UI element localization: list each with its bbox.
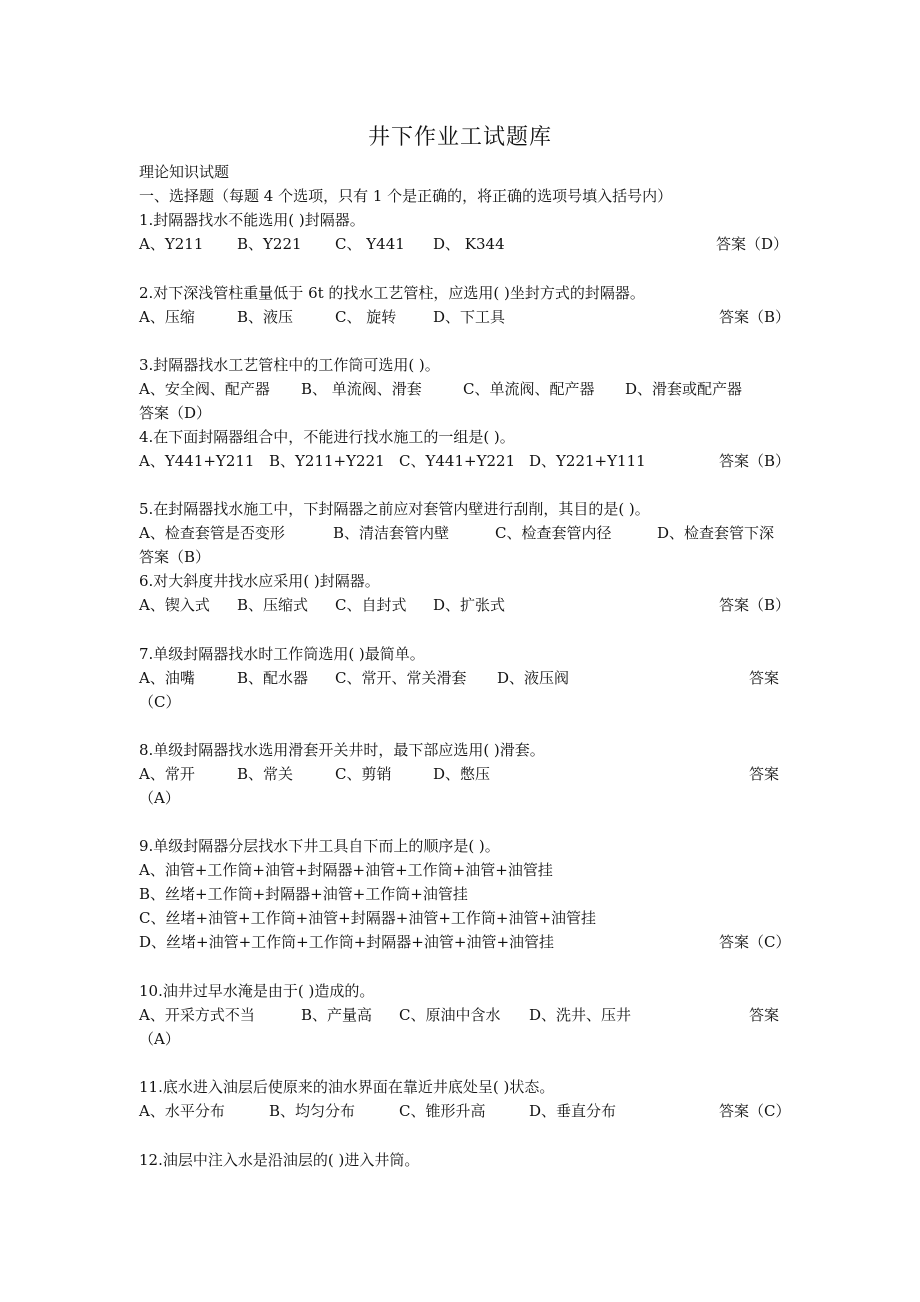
answer-8-value: （A） xyxy=(139,789,180,807)
option-b: B、 单流阀、滑套 xyxy=(301,380,422,398)
option-c: C、Y441+Y221 xyxy=(399,452,516,470)
option-a: A、常开 xyxy=(139,765,195,783)
answer-5: 答案（B） xyxy=(139,548,211,566)
option-b: B、配水器 xyxy=(237,669,309,687)
option-a: A、锲入式 xyxy=(139,596,210,614)
option-c: C、剪销 xyxy=(335,765,392,783)
question-11-options xyxy=(139,1100,616,1122)
option-a: A、Y211 xyxy=(139,235,204,253)
question-9: 9.单级封隔器分层找水下井工具自下而上的顺序是( )。 xyxy=(139,837,500,855)
option-d: D、丝堵+油管+工作筒+工作筒+封隔器+油管+油管+油管挂 xyxy=(139,933,555,951)
question-10-options xyxy=(139,1004,631,1026)
option-b: B、液压 xyxy=(237,308,294,326)
question-7-options xyxy=(139,667,569,689)
option-a: A、油嘴 xyxy=(139,669,195,687)
question-6: 6.对大斜度井找水应采用( )封隔器。 xyxy=(139,572,380,590)
answer-11: 答案（C） xyxy=(719,1102,791,1120)
answer-7-label: 答案 xyxy=(749,669,780,687)
option-b: B、Y221 xyxy=(237,235,302,253)
answer-7-value: （C） xyxy=(139,693,181,711)
question-6-options xyxy=(139,594,505,616)
option-a: A、压缩 xyxy=(139,308,195,326)
option-b: B、清洁套管内壁 xyxy=(333,524,450,542)
answer-1: 答案（D） xyxy=(716,235,789,253)
option-d: D、垂直分布 xyxy=(529,1102,617,1120)
instruction: 一、选择题（每题 4 个选项，只有 1 个是正确的，将正确的选项号填入括号内） xyxy=(139,187,673,205)
question-3-options xyxy=(139,378,742,400)
question-2: 2.对下深浅管柱重量低于 6t 的找水工艺管柱，应选用( )坐封方式的封隔器。 xyxy=(139,284,645,302)
option-d: D、Y221+Y111 xyxy=(529,452,646,470)
option-c: C、 Y441 xyxy=(335,235,405,253)
option-d: D、 K344 xyxy=(433,235,505,253)
answer-6: 答案（B） xyxy=(719,596,791,614)
option-a: A、油管+工作筒+油管+封隔器+油管+工作筒+油管+油管挂 xyxy=(139,861,553,879)
option-a: A、水平分布 xyxy=(139,1102,225,1120)
question-8-options xyxy=(139,763,490,785)
option-d: D、下工具 xyxy=(433,308,506,326)
question-1-options xyxy=(139,233,505,255)
answer-9: 答案（C） xyxy=(719,933,791,951)
question-11: 11.底水进入油层后使原来的油水界面在靠近井底处呈( )状态。 xyxy=(139,1078,555,1096)
answer-10-label: 答案 xyxy=(749,1006,780,1024)
question-7: 7.单级封隔器找水时工作筒选用( )最简单。 xyxy=(139,645,425,663)
section-heading: 理论知识试题 xyxy=(139,163,230,181)
answer-3: 答案（D） xyxy=(139,404,212,422)
option-c: C、丝堵+油管+工作筒+油管+封隔器+油管+工作筒+油管+油管挂 xyxy=(139,909,597,927)
option-d: D、憋压 xyxy=(433,765,491,783)
option-c: C、常开、常关滑套 xyxy=(335,669,467,687)
answer-2: 答案（B） xyxy=(719,308,791,326)
question-10: 10.油井过早水淹是由于( )造成的。 xyxy=(139,982,375,1000)
question-4-options xyxy=(139,450,646,472)
option-b: B、Y211+Y221 xyxy=(269,452,385,470)
answer-4: 答案（B） xyxy=(719,452,791,470)
question-5: 5.在封隔器找水施工中，下封隔器之前应对套管内壁进行刮削，其目的是( )。 xyxy=(139,500,650,518)
answer-10-value: （A） xyxy=(139,1030,180,1048)
option-d: D、洗井、压井 xyxy=(529,1006,632,1024)
option-b: B、均匀分布 xyxy=(269,1102,356,1120)
option-a: A、开采方式不当 xyxy=(139,1006,255,1024)
option-c: C、单流阀、配产器 xyxy=(463,380,595,398)
option-c: C、锥形升高 xyxy=(399,1102,486,1120)
option-d: D、扩张式 xyxy=(433,596,506,614)
question-5-options xyxy=(139,522,774,544)
option-a: A、安全阀、配产器 xyxy=(139,380,270,398)
option-b: B、丝堵+工作筒+封隔器+油管+工作筒+油管挂 xyxy=(139,885,468,903)
question-12: 12.油层中注入水是沿油层的( )进入井筒。 xyxy=(139,1151,420,1169)
option-c: C、原油中含水 xyxy=(399,1006,501,1024)
question-3: 3.封隔器找水工艺管柱中的工作筒可选用( )。 xyxy=(139,356,440,374)
option-d: D、液压阀 xyxy=(497,669,570,687)
option-d: D、滑套或配产器 xyxy=(625,380,743,398)
option-c: C、自封式 xyxy=(335,596,407,614)
answer-8-label: 答案 xyxy=(749,765,780,783)
option-a: A、Y441+Y211 xyxy=(139,452,255,470)
option-a: A、检查套管是否变形 xyxy=(139,524,285,542)
option-c: C、检查套管内径 xyxy=(495,524,612,542)
option-b: B、常关 xyxy=(237,765,294,783)
option-c: C、 旋转 xyxy=(335,308,397,326)
option-b: B、压缩式 xyxy=(237,596,309,614)
page-title: 井下作业工试题库 xyxy=(367,125,552,150)
question-4: 4.在下面封隔器组合中，不能进行找水施工的一组是( )。 xyxy=(139,428,515,446)
option-d: D、检查套管下深 xyxy=(657,524,775,542)
option-b: B、产量高 xyxy=(301,1006,373,1024)
question-1: 1.封隔器找水不能选用( )封隔器。 xyxy=(139,211,365,229)
question-8: 8.单级封隔器找水选用滑套开关井时，最下部应选用( )滑套。 xyxy=(139,741,545,759)
question-2-options xyxy=(139,306,505,328)
